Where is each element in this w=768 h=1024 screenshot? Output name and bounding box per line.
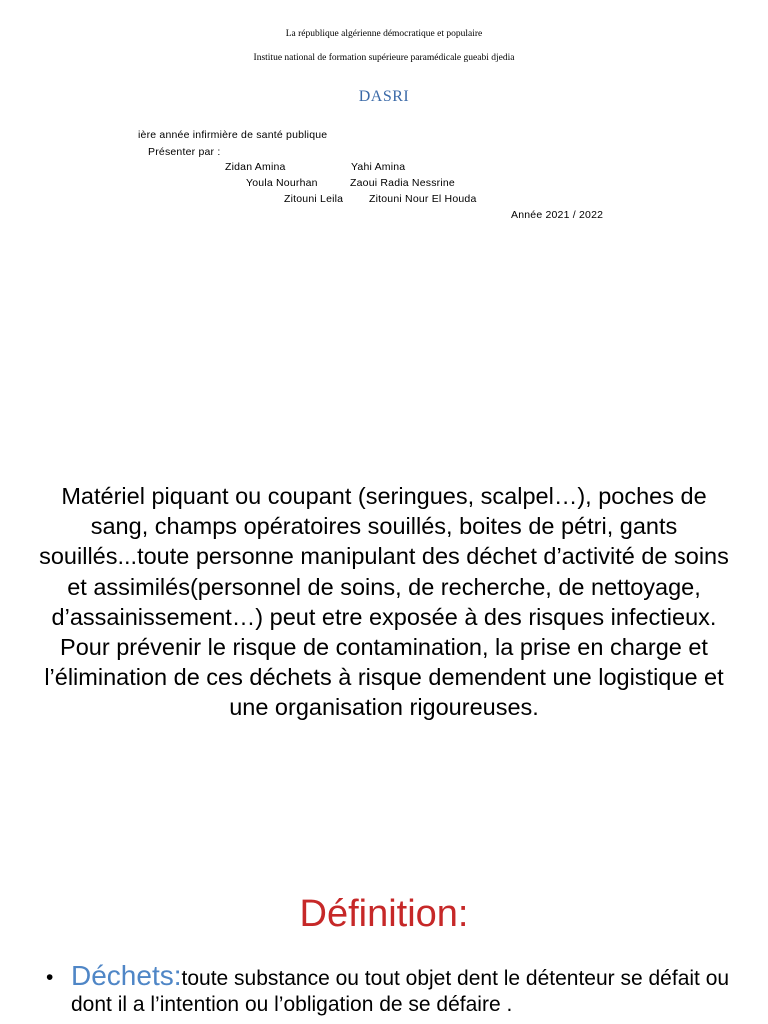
author-name: Zitouni Leila xyxy=(284,193,344,205)
intro-paragraph: Matériel piquant ou coupant (seringues, scalpel…), poches de sang, champs opératoires souillés, boites de pétri, gants souillés...toute personne manipulant des déchet d’activité de soins et assimilés(personnel de soins, de recherche, de nettoyage, d’assainissement…) peut etre exposée à des risques infectieux. Pour prévenir le risque de contamination, la prise en charge et l’élimination de ces déchets à risque demendent une logistique et une organisation rigoureuses. xyxy=(39,483,729,721)
definition-text: toute substance ou tout objet dent le détenteur se défait ou dont il a l’intention ou l’obligation de se défaire . xyxy=(71,967,730,1016)
author-name: Yahi Amina xyxy=(351,161,406,173)
document-title: DASRI xyxy=(358,88,410,105)
author-name: Zidan Amina xyxy=(225,161,286,173)
bullet-icon: • xyxy=(46,966,54,989)
author-name: Youla Nourhan xyxy=(246,177,318,189)
definition-list xyxy=(46,960,736,1018)
author-name: Zaoui Radia Nessrine xyxy=(350,177,455,189)
header-institute-line: Institue national de formation supérieure paramédicale gueabi djedia xyxy=(253,53,515,63)
definition-item xyxy=(46,960,736,1018)
author-name: Zitouni Nour El Houda xyxy=(369,193,477,205)
definition-heading: Définition: xyxy=(299,893,469,935)
definition-term: Déchets: xyxy=(71,960,182,991)
header-republic-line: La république algérienne démocratique et populaire xyxy=(285,29,483,39)
class-line: ière année infirmière de santé publique xyxy=(138,129,328,141)
presented-by-label: Présenter par : xyxy=(148,146,221,158)
academic-year: Année 2021 / 2022 xyxy=(511,209,604,221)
